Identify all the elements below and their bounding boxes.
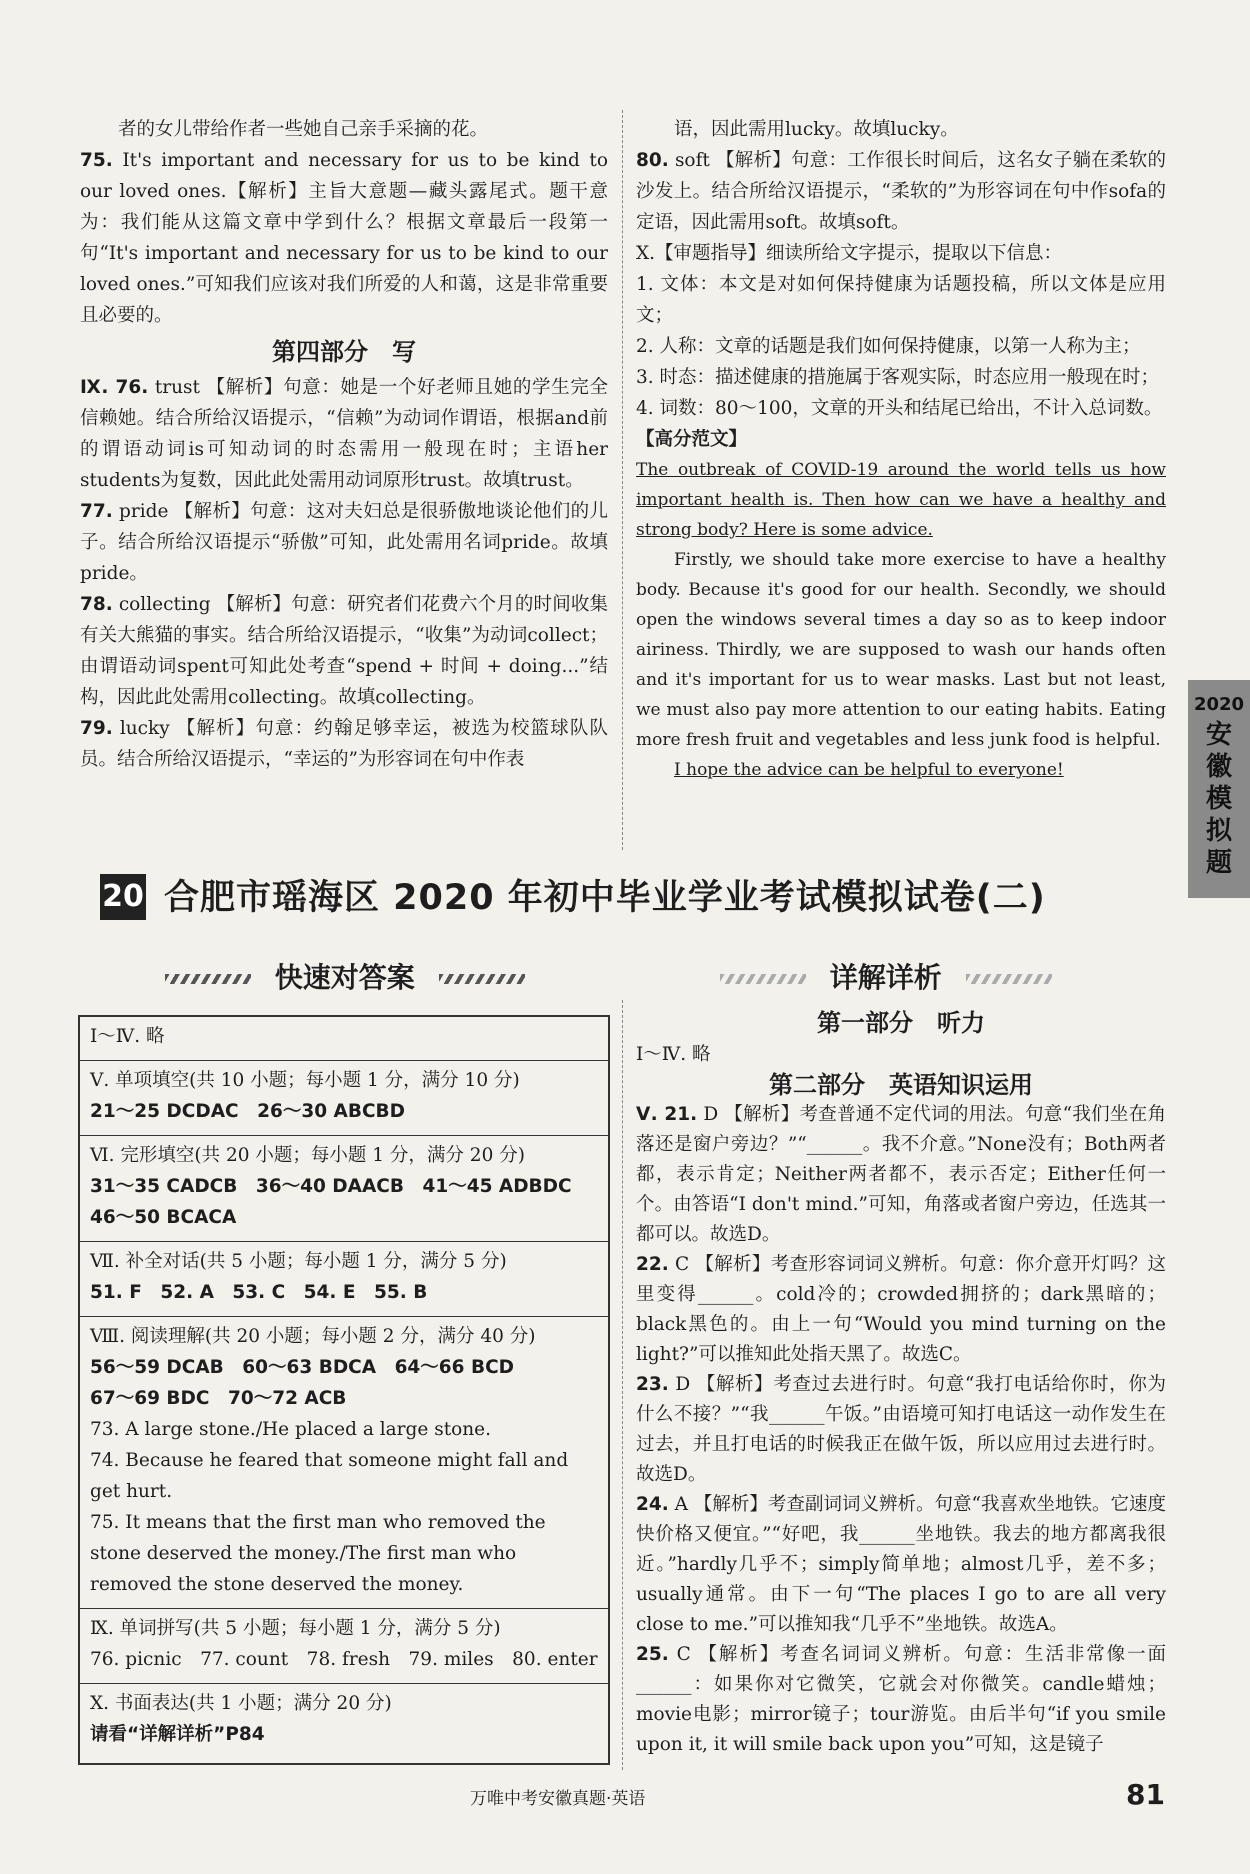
row-answers: 56～59 DCAB 60～63 BDCA 64～66 BCD	[90, 1357, 515, 1378]
row-answers: 73. A large stone./He placed a large stone.	[90, 1419, 492, 1440]
answer-row-5	[80, 1317, 608, 1609]
side-tab-label: 安 徽 模 拟 题	[1205, 720, 1232, 878]
answer-text: trust 【解析】句意：她是一个好老师且她的学生完全信赖她。结合所给汉语提示，“信赖”为动词作谓语，根据and前的谓语动词is可知动词的时态需用一般现在时；主语her students为复数，因此此处需用动词原形trust。故填trust。	[80, 377, 608, 491]
row-answers: 67～69 BDC 70～72 ACB	[90, 1388, 347, 1409]
answer-text: A 【解析】考查副词词义辨析。句意“我喜欢坐地铁。它速度快价格又便宜。”“好吧，我______坐地铁。我去的地方都离我很近。”hardly几乎不；simply简单地；almost几乎，差不多；usually通常。由下一句“The places I go to are all very close to me.”可以推知我“几乎不”坐地铁。故选A。	[636, 1494, 1166, 1635]
writing-guide-heading: Ⅹ.【审题指导】细读所给文字提示，提取以下信息：	[636, 243, 1063, 264]
guide-point-3: 3. 时态：描述健康的措施属于客观实际，时态应用一般现在时；	[636, 367, 1160, 388]
question-number: 78.	[80, 594, 113, 615]
quick-answer-box	[78, 1015, 610, 1765]
answer-79	[80, 713, 608, 775]
row-heading: Ⅵ. 完形填空(共 20 小题；每小题 1 分，满分 20 分)	[90, 1145, 525, 1166]
answer-row-6	[80, 1609, 608, 1684]
answer-25	[636, 1640, 1166, 1760]
row-heading: Ⅴ. 单项填空(共 10 小题；每小题 1 分，满分 10 分)	[90, 1070, 520, 1091]
stripe-decoration	[720, 974, 806, 984]
column-divider-top	[622, 110, 623, 850]
question-number: 80.	[636, 150, 669, 171]
answer-row-4	[80, 1242, 608, 1317]
exam-title-bar	[100, 872, 1170, 924]
answer-row-7	[80, 1684, 608, 1758]
question-number: 24.	[636, 1494, 669, 1515]
answer-23	[636, 1370, 1166, 1490]
answer-80	[636, 145, 1166, 238]
column-divider-bottom	[622, 1000, 623, 1770]
answer-text: It's important and necessary for us to be kind to our loved ones.【解析】主旨大意题—藏头露尾式。题干意为：我们能从这篇文章中学到什么？根据文章最后一段第一句“It's important and necessary for us to be kind to our loved ones.”可知我们应该对我们所爱的人和蔼，这是非常重要且必要的。	[80, 150, 608, 326]
answer-text: C 【解析】考查形容词词义辨析。句意：你介意开灯吗？这里变得______。cold冷的；crowded拥挤的；dark黑暗的；black黑色的。由上一句“Would you mind turning on the light?”可以推知此处指天黑了。故选C。	[636, 1254, 1166, 1365]
answer-22	[636, 1250, 1166, 1370]
quick-answer-heading: 快速对答案	[274, 961, 415, 994]
question-number: 25.	[636, 1644, 669, 1665]
answer-text: pride 【解析】句意：这对夫妇总是很骄傲地谈论他们的儿子。结合所给汉语提示“骄傲”可知，此处需用名词pride。故填pride。	[80, 501, 608, 584]
side-tab-year: 2020	[1193, 694, 1245, 715]
question-number: 23.	[636, 1374, 669, 1395]
answer-76	[80, 372, 608, 496]
detail-heading: 详解详析	[829, 961, 942, 994]
answer-text: D 【解析】考查普通不定代词的用法。句意“我们坐在角落还是窗户旁边？”“______。我不介意。”None没有；Both两者都，表示肯定；Neither两者都不，表示否定；Either任何一个。由答语“I don't mind.”可知，角落或者窗户旁边，任选其一都可以。故选D。	[636, 1104, 1166, 1245]
question-number: Ⅸ. 76.	[80, 377, 149, 398]
row-answers: 75. It means that the first man who removed the stone deserved the money./The first man who removed the stone deserved the money.	[90, 1512, 546, 1595]
row-heading: Ⅸ. 单词拼写(共 5 小题；每小题 1 分，满分 5 分)	[90, 1618, 501, 1639]
row-answers: 76. picnic 77. count 78. fresh 79. miles 80. enter	[90, 1649, 598, 1670]
answer-77	[80, 496, 608, 589]
part1-heading: 第一部分 听力	[817, 1009, 985, 1037]
exam-number-badge: 20	[100, 874, 146, 920]
stripe-decoration	[165, 974, 251, 984]
row-answers: 31～35 CADCB 36～40 DAACB 41～45 ADBDC	[90, 1176, 572, 1197]
answer-text: D 【解析】考查过去进行时。句意“我打电话给你时，你为什么不接？”“我______午饭。”由语境可知打电话这一动作发生在过去，并且打电话的时候我正在做午饭，所以应用过去进行时。故选D。	[636, 1374, 1166, 1485]
row-answers: 51. F 52. A 53. C 54. E 55. B	[90, 1282, 428, 1303]
essay-paragraph-2: Firstly, we should take more exercise to have a healthy body. Because it's good for our health. Secondly, we should open the windows several times a day so as to keep indoor airiness. Thirdly, we are supposed to wash our hands often and it's important for us to wear masks. Last but not least, we must also pay more attention to our eating habits. Eating more fresh fruit and vegetables and less junk food is helpful.	[636, 550, 1166, 750]
answer-text: soft 【解析】句意：工作很长时间后，这名女子躺在柔软的沙发上。结合所给汉语提示，“柔软的”为形容词在句中作sofa的定语，因此需用soft。故填soft。	[636, 150, 1167, 233]
quick-answer-heading-row	[165, 956, 525, 996]
question-number: 79.	[80, 718, 113, 739]
question-number: 75.	[80, 150, 113, 171]
answer-text: lucky 【解析】句意：约翰足够幸运，被选为校篮球队队员。结合所给汉语提示，“幸运的”为形容词在句中作表	[80, 718, 608, 770]
row-answers: 74. Because he feared that someone might fall and get hurt.	[90, 1450, 569, 1502]
answer-row-3	[80, 1136, 608, 1242]
page-number: 81	[1126, 1778, 1165, 1811]
essay-paragraph-1: The outbreak of COVID-19 around the world tells us how important health is. Then how can we have a healthy and strong body? Here is some advice.	[636, 460, 1166, 540]
right-bottom-column	[636, 1008, 1166, 1760]
part4-heading: 第四部分 写	[272, 338, 416, 366]
row-answers: 请看“详解详析”P84	[90, 1724, 265, 1745]
right-top-column	[636, 114, 1166, 785]
row-heading: Ⅶ. 补全对话(共 5 小题；每小题 1 分，满分 5 分)	[90, 1251, 507, 1272]
answer-75	[80, 145, 608, 331]
detail-heading-row	[720, 956, 1052, 996]
question-number: 77.	[80, 501, 113, 522]
question-number: 22.	[636, 1254, 669, 1275]
answer-text: C 【解析】考查名词词义辨析。句意：生活非常像一面______：如果你对它微笑，它就会对你微笑。candle蜡烛；movie电影；mirror镜子；tour游览。由后半句“if you smile upon it, it will smile back upon you”可知，这是镜子	[636, 1644, 1166, 1755]
answer-24	[636, 1490, 1166, 1640]
question-number: Ⅴ. 21.	[636, 1104, 698, 1125]
essay-paragraph-3: I hope the advice can be helpful to everyone!	[674, 760, 1064, 780]
guide-point-4: 4. 词数：80～100，文章的开头和结尾已给出，不计入总词数。	[636, 398, 1163, 419]
row-answers: 21～25 DCDAC 26～30 ABCBD	[90, 1101, 405, 1122]
stripe-decoration	[439, 974, 525, 984]
exam-title: 合肥市瑶海区 2020 年初中毕业学业考试模拟试卷(二)	[164, 878, 1046, 918]
part2-heading: 第二部分 英语知识运用	[769, 1071, 1033, 1099]
answer-row-1	[80, 1017, 608, 1061]
row-heading: Ⅹ. 书面表达(共 1 小题；满分 20 分)	[90, 1693, 392, 1714]
row-answers: 46～50 BCACA	[90, 1207, 237, 1228]
guide-point-2: 2. 人称：文章的话题是我们如何保持健康，以第一人称为主；	[636, 336, 1141, 357]
footer-title: 万唯中考安徽真题·英语	[470, 1789, 646, 1809]
answer-row-2	[80, 1061, 608, 1136]
side-tab	[1188, 680, 1250, 898]
row-heading: Ⅷ. 阅读理解(共 20 小题；每小题 2 分，满分 40 分)	[90, 1326, 536, 1347]
part1-note: Ⅰ～Ⅳ. 略	[636, 1044, 711, 1065]
paragraph-continuation: 语，因此需用lucky。故填lucky。	[674, 119, 959, 140]
model-essay-heading: 【高分范文】	[636, 429, 748, 450]
paragraph-continuation: 者的女儿带给作者一些她自己亲手采摘的花。	[118, 119, 489, 140]
stripe-decoration	[966, 974, 1052, 984]
answer-text: collecting 【解析】句意：研究者们花费六个月的时间收集有关大熊猫的事实。结合所给汉语提示，“收集”为动词collect；由谓语动词spent可知此处考查“spend + 时间 + doing...”结构，因此此处需用collecting。故填collecting。	[80, 594, 608, 708]
guide-point-1: 1. 文体：本文是对如何保持健康为话题投稿，所以文体是应用文；	[636, 274, 1166, 326]
row-heading: Ⅰ～Ⅳ. 略	[90, 1026, 165, 1047]
answer-21	[636, 1100, 1166, 1250]
answer-78	[80, 589, 608, 713]
left-top-column	[80, 114, 608, 775]
